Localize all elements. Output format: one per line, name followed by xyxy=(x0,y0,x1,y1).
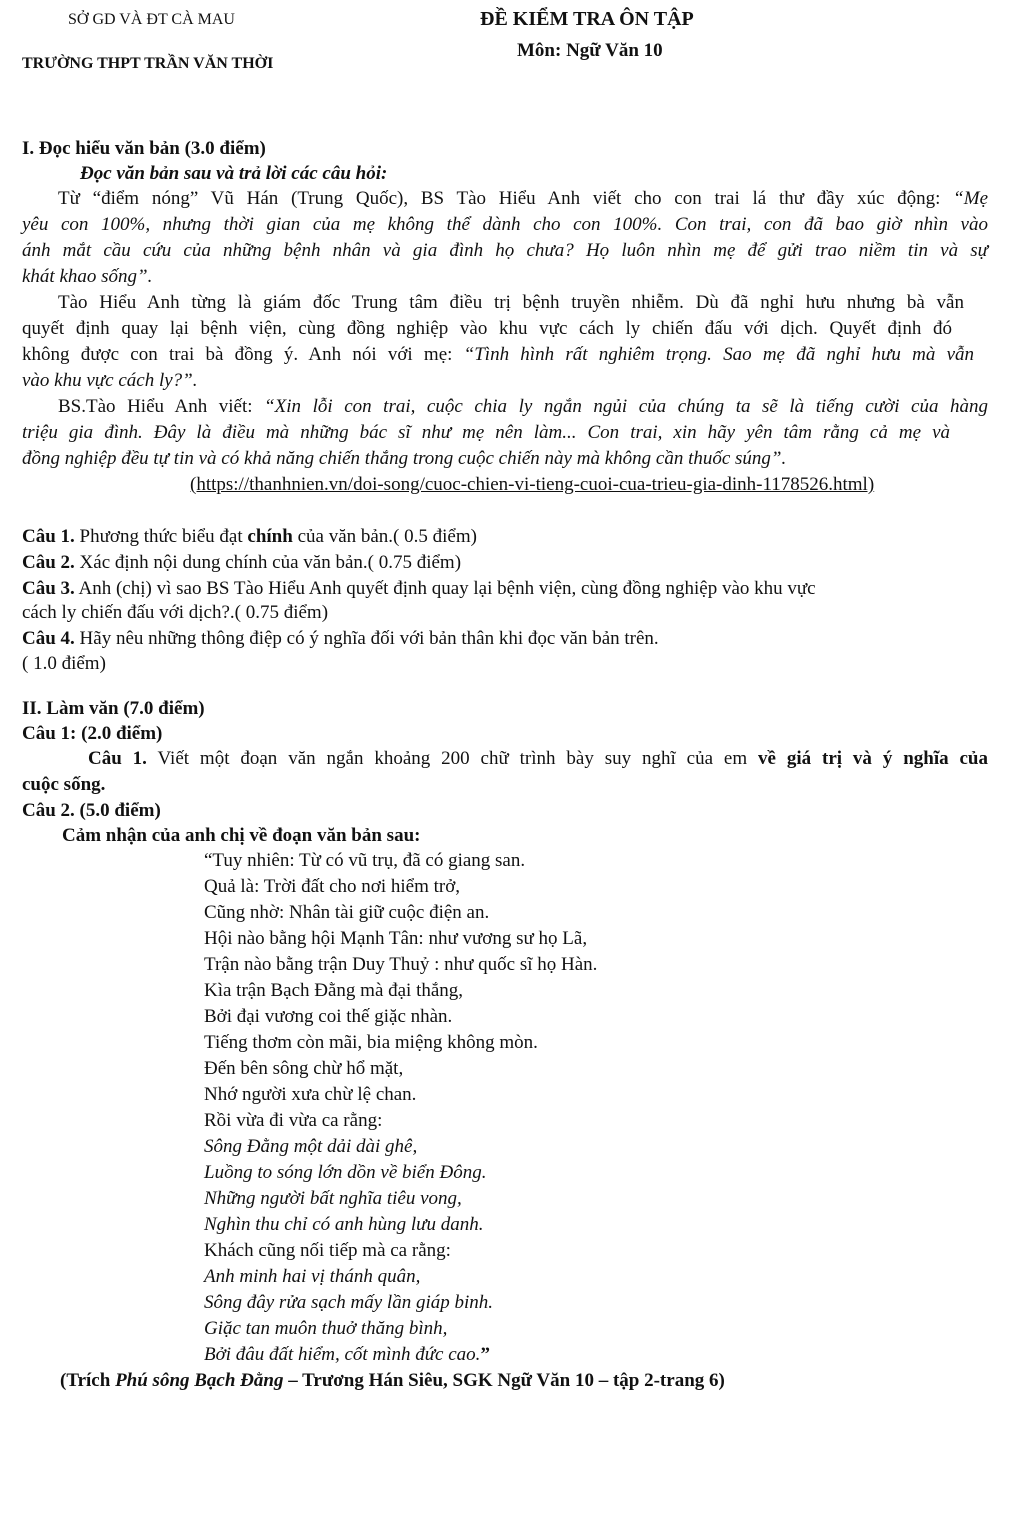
citation-text: (Trích xyxy=(60,1370,116,1391)
question-text: Anh (chị) vì sao BS Tào Hiểu Anh quyết định quay lại bệnh viện, cùng đồng nghiệp vào khu vực xyxy=(74,578,816,599)
part2-heading: II. Làm văn (7.0 điểm) xyxy=(22,698,205,719)
poem-song-line: Sông đây rửa sạch mấy lần giáp binh. xyxy=(204,1292,494,1313)
poem-last-line xyxy=(204,1342,490,1368)
poem-line: Trận nào bằng trận Duy Thuỷ : như quốc sĩ họ Hàn. xyxy=(204,954,598,975)
passage-p3-line2: triệu gia đình. Đây là điều mà những bác sĩ như mẹ nên làm... Con trai, xin hãy yên tâm rằng cả mẹ và xyxy=(22,422,950,443)
poem-line: Rồi vừa đi vừa ca rằng: xyxy=(204,1110,383,1131)
passage-text: không được con trai bà đồng ý. Anh nói với mẹ: xyxy=(22,344,464,365)
exam-title: ĐỀ KIỂM TRA ÔN TẬP xyxy=(480,8,694,30)
question-4-cont: ( 1.0 điểm) xyxy=(22,653,106,674)
poem-song-line: Sông Đằng một dải dài ghê, xyxy=(204,1136,418,1157)
question-label: Câu 1. xyxy=(88,748,147,769)
citation-title: Phú sông Bạch Đằng xyxy=(115,1370,284,1391)
citation xyxy=(60,1368,725,1394)
poem-song-line: Giặc tan muôn thuở thăng bình, xyxy=(204,1318,448,1339)
question-text: của văn bản.( 0.5 điểm) xyxy=(292,526,477,547)
poem-song-line: Những người bất nghĩa tiêu vong, xyxy=(204,1188,462,1209)
poem-line: Quả là: Trời đất cho nơi hiểm trở, xyxy=(204,876,461,897)
closing-quote: ” xyxy=(480,1344,490,1365)
passage-p2-line1: Tào Hiểu Anh từng là giám đốc Trung tâm điều trị bệnh truyền nhiễm. Dù đã nghỉ hưu nhưng bà vẫn xyxy=(58,292,964,313)
poem-line: Cũng nhờ: Nhân tài giữ cuộc điện an. xyxy=(204,902,490,923)
question-text: Phương thức biểu đạt xyxy=(74,526,248,547)
question-1 xyxy=(22,524,477,550)
poem-song-line: Anh minh hai vị thánh quân, xyxy=(204,1266,421,1287)
poem-line: Hội nào bằng hội Mạnh Tân: như vương sư họ Lã, xyxy=(204,928,588,949)
passage-p1-line3: ánh mắt cầu cứu của những bệnh nhân và gia đình họ chưa? Họ luôn nhìn mẹ để gửi trao niềm tin và sự xyxy=(22,240,988,261)
question-4 xyxy=(22,626,659,652)
part1-heading: I. Đọc hiểu văn bản (3.0 điểm) xyxy=(22,138,266,159)
essay2-instruction: Cảm nhận của anh chị về đoạn văn bản sau: xyxy=(62,825,421,846)
essay2-heading: Câu 2. (5.0 điểm) xyxy=(22,800,161,821)
source-link[interactable]: (https://thanhnien.vn/doi-song/cuoc-chien-vi-tieng-cuoi-cua-trieu-gia-dinh-1178526.html) xyxy=(190,474,875,495)
passage-text: BS.Tào Hiểu Anh viết: xyxy=(58,396,265,417)
passage-p1-line1 xyxy=(58,186,988,212)
passage-p2-line2: quyết định quay lại bệnh viện, cùng đồng nghiệp vào khu vực cách ly chiến đấu với dịch. Quyết định đó xyxy=(22,318,952,339)
passage-quote: “Xin lỗi con trai, cuộc chia ly ngắn ngủi của chúng ta sẽ là tiếng cười của hàng xyxy=(264,396,988,417)
question-label: Câu 1. xyxy=(22,526,75,547)
poem-line: Bởi đại vương coi thế giặc nhàn. xyxy=(204,1006,453,1027)
passage-p2-line3 xyxy=(22,342,974,368)
passage-text: Từ “điểm nóng” Vũ Hán (Trung Quốc), BS Tào Hiểu Anh viết cho con trai lá thư đầy xúc động: xyxy=(58,188,954,209)
essay1-prompt xyxy=(88,746,988,772)
school-name: TRƯỜNG THPT TRẦN VĂN THỜI xyxy=(22,55,274,72)
question-2 xyxy=(22,550,461,576)
poem-song-line: Bởi đâu đất hiểm, cốt mình đức cao. xyxy=(204,1344,481,1365)
poem-line: Đến bên sông chừ hổ mặt, xyxy=(204,1058,404,1079)
essay1-heading: Câu 1: (2.0 điểm) xyxy=(22,723,163,744)
passage-p3-line3: đồng nghiệp đều tự tin và có khả năng chiến thắng trong cuộc chiến này mà không cần thuốc súng”. xyxy=(22,448,787,469)
question-text: Hãy nêu những thông điệp có ý nghĩa đối với bản thân khi đọc văn bản trên. xyxy=(74,628,659,649)
poem-line: Nhớ người xưa chừ lệ chan. xyxy=(204,1084,417,1105)
question-text: Viết một đoạn văn ngắn khoảng 200 chữ trình bày suy nghĩ của em xyxy=(146,748,759,769)
question-3 xyxy=(22,576,816,602)
question-label: Câu 2. xyxy=(22,552,75,573)
poem-song-line: Luồng to sóng lớn dồn về biển Đông. xyxy=(204,1162,487,1183)
passage-p1-line2: yêu con 100%, nhưng thời gian của mẹ không thể dành cho con 100%. Con trai, con đã bao giờ nhìn vào xyxy=(22,214,988,235)
question-emphasis: về giá trị và ý nghĩa của xyxy=(758,748,989,769)
poem-line: Tiếng thơm còn mãi, bia miệng không mòn. xyxy=(204,1032,538,1053)
school-department: SỞ GD VÀ ĐT CÀ MAU xyxy=(68,11,235,28)
question-emphasis: chính xyxy=(247,526,293,547)
poem-line: “Tuy nhiên: Từ có vũ trụ, đã có giang san. xyxy=(204,850,526,871)
essay1-prompt-cont: cuộc sống. xyxy=(22,774,106,795)
citation-text: – Trương Hán Siêu, SGK Ngữ Văn 10 – tập 2-trang 6) xyxy=(283,1370,725,1391)
passage-quote: “Tình hình rất nghiêm trọng. Sao mẹ đã nghỉ hưu mà vẫn xyxy=(463,344,974,365)
question-text: Xác định nội dung chính của văn bản.( 0.75 điểm) xyxy=(74,552,462,573)
passage-p3-line1 xyxy=(58,394,988,420)
poem-line: Khách cũng nối tiếp mà ca rằng: xyxy=(204,1240,451,1261)
passage-p1-line4: khát khao sống”. xyxy=(22,266,153,287)
passage-p2-line4: vào khu vực cách ly?”. xyxy=(22,370,198,391)
poem-line: Kìa trận Bạch Đằng mà đại thắng, xyxy=(204,980,464,1001)
part1-instruction: Đọc văn bản sau và trả lời các câu hỏi: xyxy=(80,163,388,184)
poem-song-line: Nghìn thu chỉ có anh hùng lưu danh. xyxy=(204,1214,484,1235)
question-label: Câu 4. xyxy=(22,628,75,649)
question-3-cont: cách ly chiến đấu với dịch?.( 0.75 điểm) xyxy=(22,602,329,623)
question-label: Câu 3. xyxy=(22,578,75,599)
passage-quote: “Mẹ xyxy=(953,188,988,209)
exam-subject: Môn: Ngữ Văn 10 xyxy=(517,40,663,61)
